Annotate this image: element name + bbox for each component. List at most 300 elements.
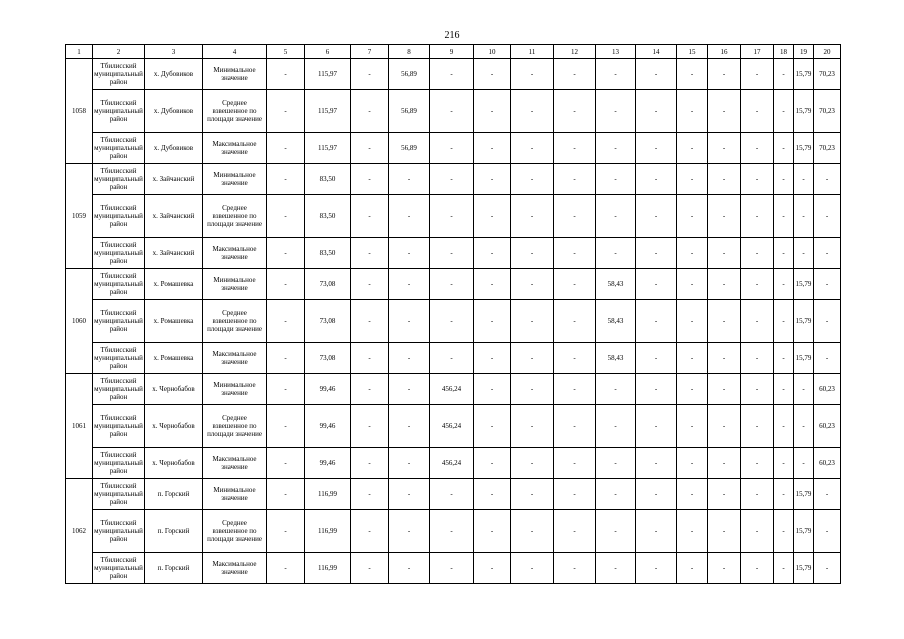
table-cell: х. Чернобабов [145, 405, 203, 448]
table-cell: - [814, 343, 841, 374]
table-cell: - [474, 343, 511, 374]
table-cell: 99,46 [305, 374, 351, 405]
table-cell: - [741, 479, 774, 510]
table-cell: х. Ромашевка [145, 300, 203, 343]
table-cell: х. Зайчанский [145, 238, 203, 269]
table-cell: - [430, 553, 474, 584]
table-row [66, 269, 841, 300]
table-cell: - [794, 405, 814, 448]
table-cell: - [596, 510, 636, 553]
table-cell: - [389, 238, 430, 269]
table-cell: 15,79 [794, 90, 814, 133]
table-cell: - [636, 133, 677, 164]
table-row [66, 479, 841, 510]
table-cell: - [596, 553, 636, 584]
table-cell: 116,99 [305, 479, 351, 510]
table-cell: - [596, 374, 636, 405]
table-cell: - [351, 59, 389, 90]
column-header: 12 [554, 45, 596, 59]
table-cell: 15,79 [794, 300, 814, 343]
column-header: 17 [741, 45, 774, 59]
column-header: 3 [145, 45, 203, 59]
table-cell: - [430, 133, 474, 164]
table-cell: - [596, 195, 636, 238]
table-cell: - [351, 343, 389, 374]
table-cell: - [430, 59, 474, 90]
table-cell: - [708, 448, 741, 479]
table-cell: - [708, 195, 741, 238]
table-cell: - [741, 269, 774, 300]
table-cell: Тбилисский муниципальный район [93, 374, 145, 405]
table-row [66, 343, 841, 374]
table-cell: - [430, 90, 474, 133]
table-cell: - [677, 195, 708, 238]
table-cell: Среднее взвешенное по площади значение [203, 90, 267, 133]
table-cell: 70,23 [814, 133, 841, 164]
column-header: 4 [203, 45, 267, 59]
table-cell: - [389, 405, 430, 448]
table-cell: - [708, 133, 741, 164]
table-cell: - [741, 238, 774, 269]
table-row [66, 133, 841, 164]
table-cell: - [267, 479, 305, 510]
table-row [66, 448, 841, 479]
table-cell: 115,97 [305, 59, 351, 90]
table-cell: - [267, 90, 305, 133]
table-cell: - [774, 479, 794, 510]
table-cell: х. Дубовиков [145, 59, 203, 90]
table-cell: 70,23 [814, 59, 841, 90]
table-cell: х. Чернобабов [145, 374, 203, 405]
table-cell: - [677, 343, 708, 374]
table-cell: - [511, 374, 554, 405]
column-header: 6 [305, 45, 351, 59]
table-cell: - [474, 553, 511, 584]
table-row [66, 90, 841, 133]
table-cell: - [474, 195, 511, 238]
table-cell: - [511, 479, 554, 510]
column-header: 20 [814, 45, 841, 59]
table-cell: 15,79 [794, 479, 814, 510]
table-cell: - [708, 164, 741, 195]
table-cell: - [554, 553, 596, 584]
table-row [66, 238, 841, 269]
table-cell: - [554, 164, 596, 195]
table-cell: - [554, 405, 596, 448]
table-cell: - [708, 59, 741, 90]
table-cell: - [267, 405, 305, 448]
table-cell: - [389, 195, 430, 238]
table-cell: 115,97 [305, 90, 351, 133]
table-cell: - [677, 300, 708, 343]
table-cell: - [351, 510, 389, 553]
table-cell: 56,89 [389, 133, 430, 164]
table-cell: 15,79 [794, 133, 814, 164]
table-cell: - [774, 553, 794, 584]
table-cell: - [814, 238, 841, 269]
table-cell: - [389, 479, 430, 510]
table-cell: Минимальное значение [203, 269, 267, 300]
table-cell: - [677, 405, 708, 448]
table-cell: 456,24 [430, 374, 474, 405]
record-number-cell: 1060 [66, 269, 93, 374]
table-cell: - [389, 553, 430, 584]
table-cell: - [474, 90, 511, 133]
table-cell: - [554, 510, 596, 553]
table-cell: - [708, 300, 741, 343]
table-cell: - [741, 133, 774, 164]
table-cell: - [430, 510, 474, 553]
table-cell: - [554, 59, 596, 90]
table-cell: - [474, 133, 511, 164]
table-cell: - [430, 269, 474, 300]
table-cell: - [267, 510, 305, 553]
table-cell: Минимальное значение [203, 374, 267, 405]
table-cell: - [677, 164, 708, 195]
table-cell: Тбилисский муниципальный район [93, 479, 145, 510]
table-cell: - [636, 553, 677, 584]
table-cell: 99,46 [305, 405, 351, 448]
table-cell: - [267, 133, 305, 164]
table-cell: х. Ромашевка [145, 343, 203, 374]
table-cell: - [389, 300, 430, 343]
table-cell: - [267, 374, 305, 405]
table-cell: - [351, 300, 389, 343]
table-cell: 73,08 [305, 269, 351, 300]
table-cell: - [351, 374, 389, 405]
table-cell: - [774, 59, 794, 90]
table-cell: - [636, 405, 677, 448]
table-cell: - [677, 374, 708, 405]
table-cell: - [708, 343, 741, 374]
table-cell: - [430, 195, 474, 238]
table-cell: х. Чернобабов [145, 448, 203, 479]
table-cell: п. Горский [145, 510, 203, 553]
table-cell: - [389, 164, 430, 195]
table-cell: - [474, 405, 511, 448]
table-cell: - [794, 164, 814, 195]
table-cell: - [267, 164, 305, 195]
table-cell: - [741, 59, 774, 90]
table-cell: - [267, 238, 305, 269]
table-cell: - [554, 300, 596, 343]
table-cell: - [474, 448, 511, 479]
table-cell: х. Дубовиков [145, 133, 203, 164]
table-cell: 15,79 [794, 343, 814, 374]
table-cell: - [596, 405, 636, 448]
table-cell: - [596, 59, 636, 90]
table-cell: - [814, 553, 841, 584]
table-cell: - [774, 343, 794, 374]
table-cell: - [389, 510, 430, 553]
header-row [66, 45, 841, 59]
table-cell: 60,23 [814, 374, 841, 405]
table-cell: - [636, 164, 677, 195]
column-header: 18 [774, 45, 794, 59]
column-header: 9 [430, 45, 474, 59]
table-cell: 58,43 [596, 343, 636, 374]
table-cell: - [511, 90, 554, 133]
table-cell: - [814, 164, 841, 195]
table-cell: х. Зайчанский [145, 164, 203, 195]
column-header: 11 [511, 45, 554, 59]
column-header: 7 [351, 45, 389, 59]
table-cell: Тбилисский муниципальный район [93, 238, 145, 269]
table-row [66, 510, 841, 553]
table-cell: 73,08 [305, 300, 351, 343]
table-cell: п. Горский [145, 553, 203, 584]
table-cell: - [774, 90, 794, 133]
table-cell: - [774, 195, 794, 238]
table-cell: - [430, 479, 474, 510]
table-cell: Максимальное значение [203, 448, 267, 479]
table-cell: - [511, 238, 554, 269]
table-cell: - [636, 479, 677, 510]
table-cell: 83,50 [305, 238, 351, 269]
table-cell: - [708, 510, 741, 553]
table-cell: 58,43 [596, 300, 636, 343]
table-cell: - [741, 90, 774, 133]
table-row [66, 59, 841, 90]
table-cell: - [267, 553, 305, 584]
record-number-cell: 1059 [66, 164, 93, 269]
table-cell: Тбилисский муниципальный район [93, 405, 145, 448]
table-cell: - [677, 59, 708, 90]
table-cell: Тбилисский муниципальный район [93, 510, 145, 553]
table-cell: - [794, 448, 814, 479]
table-cell: Среднее взвешенное по площади значение [203, 195, 267, 238]
table-cell: - [677, 90, 708, 133]
table-cell: - [708, 405, 741, 448]
record-number-cell: 1058 [66, 59, 93, 164]
column-header: 14 [636, 45, 677, 59]
column-header: 2 [93, 45, 145, 59]
table-cell: Минимальное значение [203, 164, 267, 195]
table-cell: - [794, 374, 814, 405]
table-cell: - [554, 133, 596, 164]
table-cell: - [474, 510, 511, 553]
table-cell: - [741, 553, 774, 584]
table-cell: - [708, 90, 741, 133]
table-cell: Тбилисский муниципальный район [93, 553, 145, 584]
table-cell: - [677, 133, 708, 164]
table-cell: 83,50 [305, 195, 351, 238]
column-header: 15 [677, 45, 708, 59]
table-cell: - [511, 448, 554, 479]
table-cell: - [596, 90, 636, 133]
table-cell: 56,89 [389, 59, 430, 90]
table-cell: Минимальное значение [203, 59, 267, 90]
table-cell: - [351, 269, 389, 300]
table-cell: 456,24 [430, 448, 474, 479]
table-cell: - [708, 238, 741, 269]
table-cell: 99,46 [305, 448, 351, 479]
table-cell: - [511, 269, 554, 300]
table-cell: - [774, 374, 794, 405]
table-cell: - [636, 90, 677, 133]
table-cell: 15,79 [794, 553, 814, 584]
table-cell: Среднее взвешенное по площади значение [203, 300, 267, 343]
table-cell: - [741, 164, 774, 195]
table-cell: - [511, 300, 554, 343]
table-cell: Тбилисский муниципальный район [93, 195, 145, 238]
table-cell: - [636, 269, 677, 300]
table-cell: - [511, 553, 554, 584]
table-row [66, 164, 841, 195]
table-cell: 15,79 [794, 269, 814, 300]
table-cell: - [741, 195, 774, 238]
table-cell: - [474, 479, 511, 510]
table-cell: - [351, 238, 389, 269]
table-cell: - [474, 300, 511, 343]
table-body [66, 59, 841, 584]
table-cell: 15,79 [794, 59, 814, 90]
table-cell: - [389, 269, 430, 300]
table-row [66, 553, 841, 584]
table-cell: 83,50 [305, 164, 351, 195]
table-cell: Тбилисский муниципальный район [93, 448, 145, 479]
table-cell: - [774, 269, 794, 300]
table-cell: - [554, 343, 596, 374]
table-cell: Максимальное значение [203, 238, 267, 269]
table-row [66, 195, 841, 238]
table-cell: - [389, 343, 430, 374]
table-cell: - [774, 510, 794, 553]
record-number-cell: 1062 [66, 479, 93, 584]
table-cell: - [554, 479, 596, 510]
table-cell: - [430, 238, 474, 269]
table-cell: - [554, 238, 596, 269]
table-cell: Максимальное значение [203, 553, 267, 584]
table-cell: Минимальное значение [203, 479, 267, 510]
table-cell: - [267, 195, 305, 238]
table-cell: - [474, 374, 511, 405]
table-cell: - [741, 448, 774, 479]
table-cell: - [267, 59, 305, 90]
column-header: 8 [389, 45, 430, 59]
table-cell: - [351, 133, 389, 164]
table-cell: - [774, 405, 794, 448]
table-cell: - [351, 405, 389, 448]
table-cell: - [677, 448, 708, 479]
table-cell: х. Зайчанский [145, 195, 203, 238]
table-cell: - [389, 374, 430, 405]
table-cell: - [774, 300, 794, 343]
table-cell: - [474, 59, 511, 90]
table-cell: - [636, 238, 677, 269]
table-cell: - [474, 269, 511, 300]
table-cell: - [511, 59, 554, 90]
table-cell: - [474, 164, 511, 195]
table-cell: - [511, 195, 554, 238]
table-cell: 58,43 [596, 269, 636, 300]
column-header: 10 [474, 45, 511, 59]
table-cell: - [774, 448, 794, 479]
table-cell: - [351, 479, 389, 510]
table-cell: - [741, 343, 774, 374]
table-cell: Тбилисский муниципальный район [93, 300, 145, 343]
table-cell: 15,79 [794, 510, 814, 553]
table-cell: Максимальное значение [203, 343, 267, 374]
table-cell: - [677, 238, 708, 269]
table-cell: Среднее взвешенное по площади значение [203, 510, 267, 553]
table-cell: - [636, 448, 677, 479]
table-cell: - [596, 479, 636, 510]
table-cell: - [267, 269, 305, 300]
column-header: 5 [267, 45, 305, 59]
table-cell: - [814, 510, 841, 553]
table-cell: - [474, 238, 511, 269]
table-cell: - [774, 164, 794, 195]
table-row [66, 300, 841, 343]
table-cell: - [511, 343, 554, 374]
table-cell: 115,97 [305, 133, 351, 164]
table-cell: - [774, 238, 794, 269]
table-cell: - [596, 448, 636, 479]
table-cell: Тбилисский муниципальный район [93, 133, 145, 164]
table-cell: - [351, 164, 389, 195]
table-cell: - [741, 300, 774, 343]
table-cell: - [741, 374, 774, 405]
table-cell: - [554, 195, 596, 238]
table-cell: х. Ромашевка [145, 269, 203, 300]
table-cell: 116,99 [305, 553, 351, 584]
data-table [65, 44, 841, 584]
table-cell: - [511, 133, 554, 164]
table-cell: - [596, 238, 636, 269]
table-cell: - [351, 553, 389, 584]
table-cell: Тбилисский муниципальный район [93, 164, 145, 195]
table-cell: - [430, 164, 474, 195]
table-cell: - [708, 374, 741, 405]
table-cell: - [794, 195, 814, 238]
table-cell: - [351, 195, 389, 238]
table-cell: - [511, 164, 554, 195]
table-cell: - [267, 343, 305, 374]
table-cell: - [708, 553, 741, 584]
table-cell: - [814, 479, 841, 510]
page-number: 216 [444, 30, 460, 41]
table-cell: - [741, 510, 774, 553]
table-cell: - [708, 269, 741, 300]
table-cell: - [741, 405, 774, 448]
table-cell: - [636, 195, 677, 238]
table-cell: - [554, 374, 596, 405]
table-row [66, 374, 841, 405]
table-cell: - [596, 133, 636, 164]
table-cell: х. Дубовиков [145, 90, 203, 133]
table-cell: - [814, 300, 841, 343]
table-cell: - [636, 343, 677, 374]
table-cell: 60,23 [814, 405, 841, 448]
column-header: 13 [596, 45, 636, 59]
table-cell: - [596, 164, 636, 195]
table-cell: - [636, 510, 677, 553]
table-cell: - [554, 90, 596, 133]
table-cell: - [267, 300, 305, 343]
table-cell: 456,24 [430, 405, 474, 448]
table-cell: - [636, 300, 677, 343]
table-cell: Максимальное значение [203, 133, 267, 164]
column-header: 1 [66, 45, 93, 59]
column-header: 16 [708, 45, 741, 59]
table-cell: 70,23 [814, 90, 841, 133]
table-cell: 60,23 [814, 448, 841, 479]
table-cell: - [636, 374, 677, 405]
table-cell: Тбилисский муниципальный район [93, 269, 145, 300]
table-cell: - [677, 553, 708, 584]
table-cell: Тбилисский муниципальный район [93, 59, 145, 90]
